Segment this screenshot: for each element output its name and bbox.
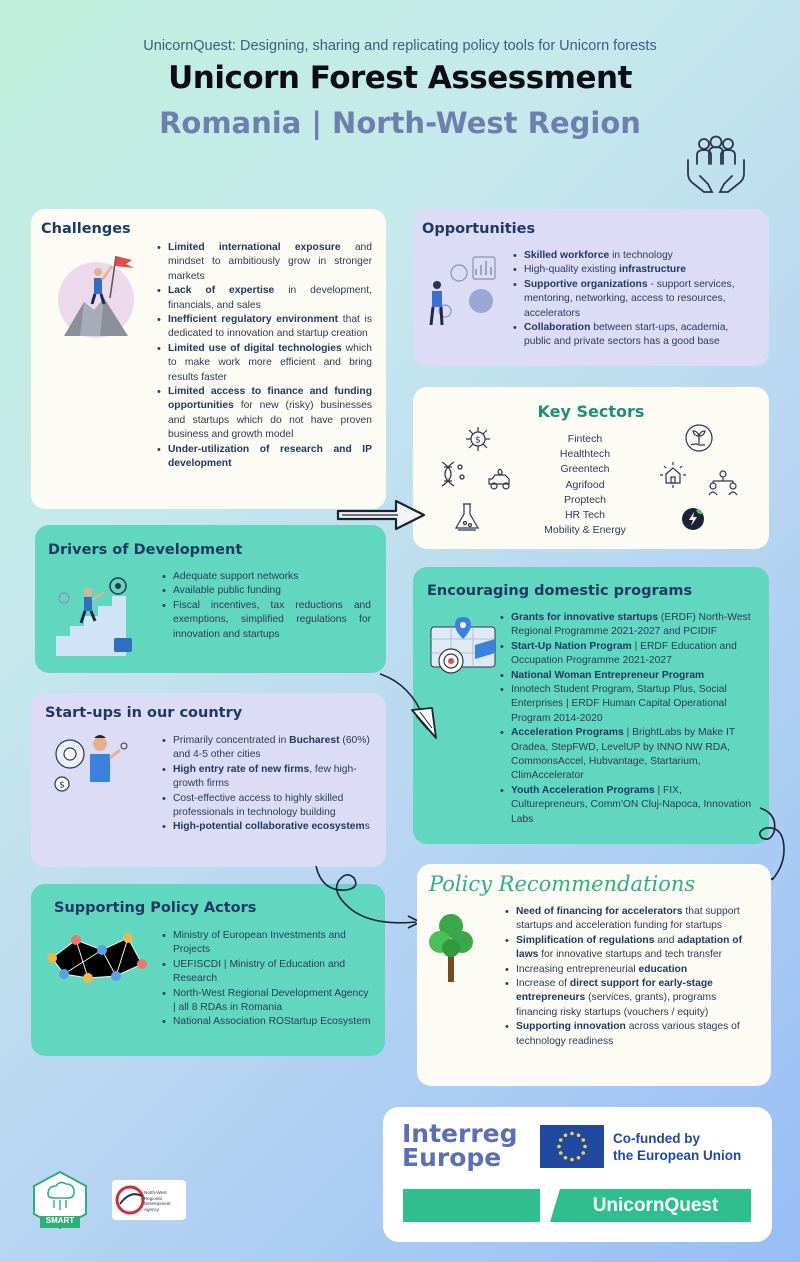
- svg-text:$: $: [475, 435, 481, 446]
- policy-actors-list: [162, 929, 372, 1030]
- list-item: Agrifood: [565, 478, 605, 491]
- cofunded-label: Co-funded by the European Union: [613, 1131, 742, 1163]
- list-item: • Increase of direct support for early-stage entrepreneurs (services, grants), programs financing risky startups (vouchers / equity): [505, 977, 753, 1020]
- eu-star: [559, 1151, 563, 1155]
- list-item: • Need of financing for accelerators that support startups and acceleration funding for startups: [505, 905, 753, 934]
- list-item: • Limited international exposure and mindset to ambitiously grow in stronger markets: [157, 241, 372, 284]
- list-item: Greentech: [560, 463, 610, 476]
- eu-flag-icon: [540, 1125, 604, 1168]
- list-item: • Simplification of regulations and adaptation of laws for innovative startups and tech transfer: [505, 934, 753, 963]
- hr-tech-people-icon: [707, 468, 739, 496]
- opportunities-list: [513, 249, 758, 350]
- eu-star: [559, 1138, 563, 1142]
- list-item: • Start-Up Nation Program | ERDF Education and Occupation Programme 2021-2027: [500, 640, 758, 669]
- eu-star: [581, 1151, 585, 1155]
- list-item: • Adequate support networks: [162, 570, 371, 584]
- list-item: • Inefficient regulatory environment that is dedicated to innovation and startup creation: [157, 313, 372, 342]
- list-item: • Available public funding: [162, 584, 371, 598]
- person-ideas-illustration: [48, 730, 134, 800]
- key-sectors-heading: Key Sectors: [537, 402, 645, 421]
- svg-text:$: $: [59, 780, 65, 791]
- policy-recommendations-list: [505, 905, 753, 1049]
- fintech-coin-icon: [462, 423, 494, 455]
- eu-star: [570, 1132, 574, 1136]
- list-item: • Youth Acceleration Programs | FIX, Culturepreneurs, Comm'ON Cluj-Napoca, Innovation Labs: [500, 784, 758, 827]
- key-sectors-list: [520, 432, 650, 538]
- challenges-list: [157, 241, 372, 472]
- list-item: • Innotech Student Program, Startup Plus, Social Enterprises | ERDF Human Capital Operational Program 2014-2020: [500, 683, 758, 726]
- list-item: • Limited access to finance and funding opportunities for new (risky) businesses and startups which do not have proven business and growth model: [157, 385, 372, 443]
- startups-heading: Start-ups in our country: [45, 705, 243, 721]
- list-item: HR Tech: [564, 509, 606, 522]
- challenges-heading: Challenges: [41, 221, 131, 237]
- list-item: Mobility & Energy: [544, 524, 626, 537]
- stairs-growth-illustration: [52, 576, 142, 658]
- eu-star: [557, 1145, 561, 1149]
- list-item: • Ministry of European Investments and Projects: [162, 929, 372, 958]
- opportunities-heading: Opportunities: [422, 221, 536, 237]
- list-item: • Cost-effective access to highly skilled professionals in technology building: [162, 792, 374, 821]
- list-item: • Grants for innovative startups (ERDF) North-West Regional Programme 2021-2027 and PCIDIF: [500, 611, 758, 640]
- arrow-decoration-3: [312, 862, 424, 938]
- analytics-person-illustration: [423, 253, 501, 331]
- proptech-house-icon: [658, 460, 688, 490]
- greentech-flask-icon: [450, 500, 484, 534]
- eu-star: [570, 1158, 574, 1162]
- list-item: • Fiscal incentives, tax reductions and exemptions, simplified regulations for innovation and startups: [162, 599, 371, 642]
- list-item: • National Association ROStartup Ecosystem: [162, 1015, 372, 1029]
- policy-actors-heading: Supporting Policy Actors: [54, 900, 257, 916]
- list-item: • Skilled workforce in technology: [513, 249, 758, 263]
- agrifood-tractor-icon: [486, 466, 514, 494]
- list-item: • Acceleration Programs | BrightLabs by Make IT Oradea, StepFWD, LevelUP by INNO NW RDA, CommonsAccel, Hubvantage, Startarium, ClimAccelerator: [500, 726, 758, 784]
- eu-star: [577, 1156, 581, 1160]
- list-item: • UEFISCDI | Ministry of Education and Research: [162, 958, 372, 987]
- interreg-europe-logo: Interreg Europe: [402, 1119, 518, 1172]
- list-item: • Primarily concentrated in Bucharest (60%) and 4-5 other cities: [162, 734, 374, 763]
- drivers-list: [162, 570, 371, 642]
- list-item: • Increasing entrepreneurial education: [505, 963, 753, 977]
- tree-illustration: [428, 912, 474, 984]
- network-people-illustration: [42, 928, 150, 988]
- list-item: • Under-utilization of research and IP development: [157, 443, 372, 472]
- drivers-heading: Drivers of Development: [48, 542, 243, 558]
- list-item: • High entry rate of new firms, few high-growth firms: [162, 763, 374, 792]
- eu-star: [564, 1133, 568, 1137]
- arrow-decoration-2: [376, 668, 442, 742]
- policy-recommendations-heading: Policy Recommendations: [429, 872, 696, 896]
- list-item: • North-West Regional Development Agency | all 8 RDAs in Romania: [162, 987, 372, 1016]
- list-item: • Collaboration between start-ups, academia, public and private sectors has a good base: [513, 321, 758, 350]
- rda-logo-icon: [114, 1182, 146, 1218]
- list-item: • Limited use of digital technologies which to make work more efficient and bring results faster: [157, 342, 372, 385]
- startups-list: [162, 734, 374, 835]
- list-item: • Supporting innovation across various stages of technology readiness: [505, 1020, 753, 1049]
- list-item: • Lack of expertise in development, financials, and sales: [157, 284, 372, 313]
- list-item: • National Woman Entrepreneur Program: [500, 669, 758, 683]
- rda-logo-label: North-West Regional Development Agency: [144, 1190, 171, 1212]
- list-item: • High-quality existing infrastructure: [513, 263, 758, 277]
- dna-icon: [436, 459, 466, 489]
- eu-star: [581, 1138, 585, 1142]
- healthtech-plant-hand-icon: [684, 423, 714, 453]
- eu-star: [583, 1145, 587, 1149]
- energy-leaf-icon: [680, 506, 706, 532]
- list-item: Proptech: [563, 493, 607, 506]
- domestic-programs-list: [500, 611, 758, 827]
- list-item: Healthtech: [559, 448, 611, 461]
- list-item: • High-potential collaborative ecosystems: [162, 820, 374, 834]
- unicornquest-logo-text: UnicornQuest: [592, 1195, 719, 1216]
- list-item: Fintech: [567, 433, 603, 445]
- project-subtitle: UnicornQuest: Designing, sharing and replicating policy tools for Unicorn forests: [143, 38, 657, 54]
- eu-star: [564, 1156, 568, 1160]
- smart-logo-label: SMART: [45, 1216, 75, 1225]
- mountain-flag-illustration: [46, 250, 146, 340]
- region-title: Romania | North-West Region: [159, 106, 641, 140]
- list-item: • Supportive organizations - support services, mentoring, networking, access to resources, accelerators: [513, 278, 758, 321]
- community-hands-icon: [684, 134, 748, 196]
- page-title: Unicorn Forest Assessment: [168, 60, 632, 96]
- eu-star: [577, 1133, 581, 1137]
- domestic-programs-heading: Encouraging domestic programs: [427, 583, 693, 599]
